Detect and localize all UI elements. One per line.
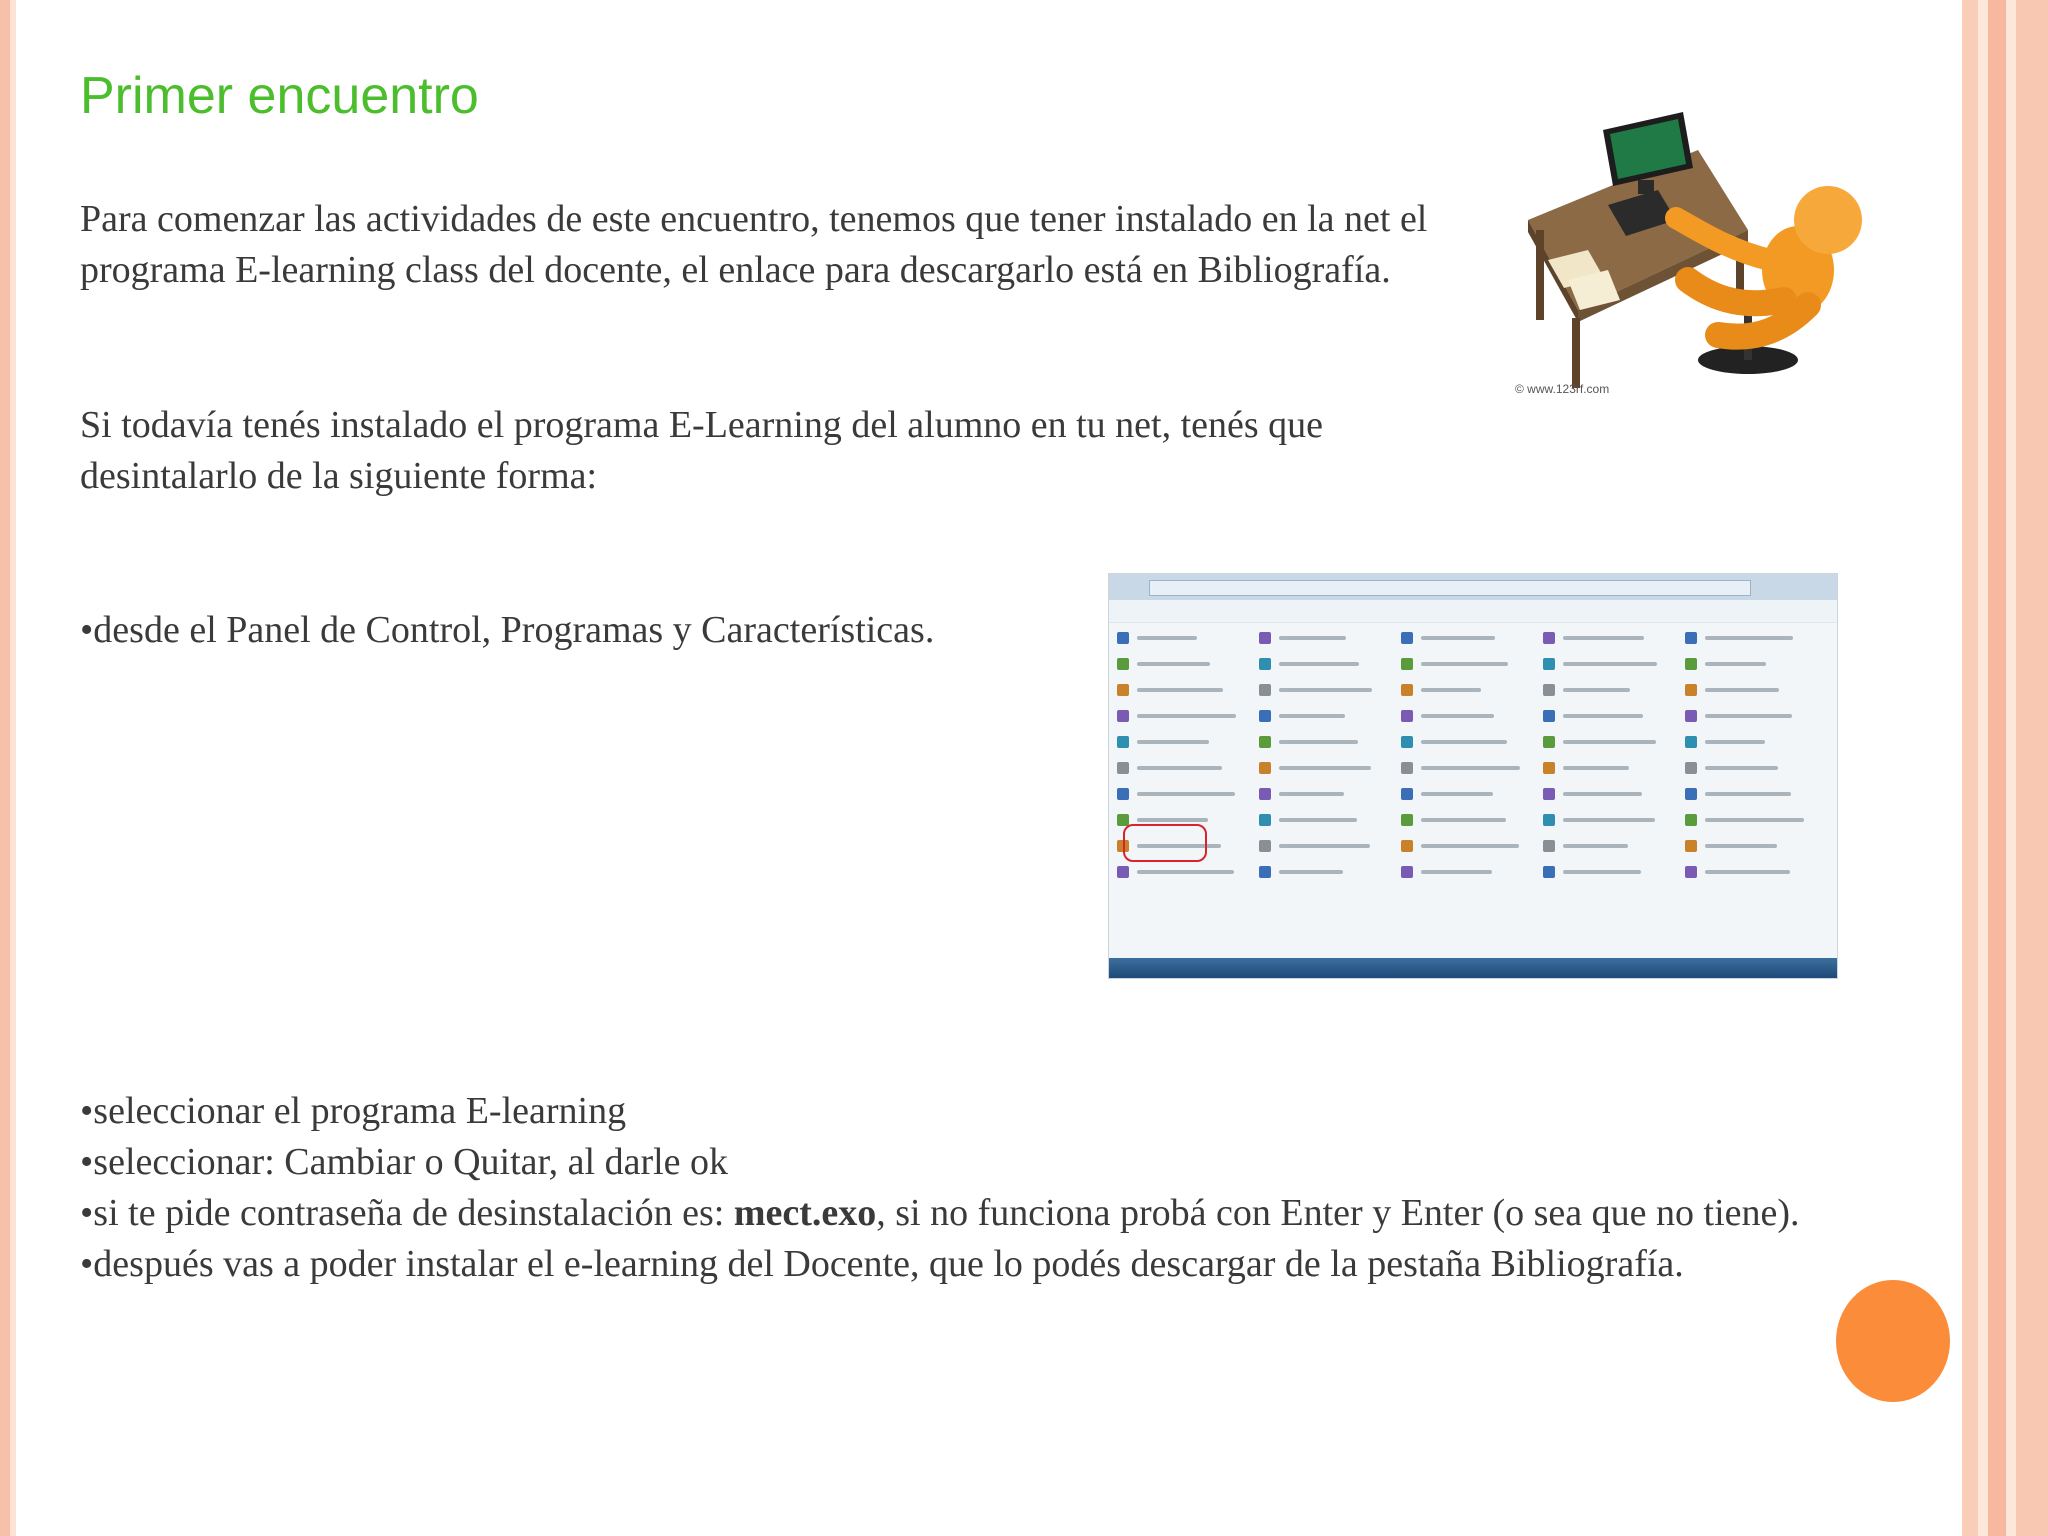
control-panel-item-label: [1279, 818, 1357, 822]
control-panel-item-icon: [1543, 658, 1555, 670]
control-panel-item-icon: [1685, 762, 1697, 774]
bullet-password: [80, 1188, 1880, 1239]
control-panel-item-icon: [1259, 866, 1271, 878]
control-panel-item-icon: [1543, 866, 1555, 878]
control-panel-item: [1543, 684, 1675, 698]
control-panel-item-label: [1137, 818, 1208, 822]
control-panel-item-label: [1279, 766, 1371, 770]
control-panel-item-icon: [1259, 762, 1271, 774]
password-prefix: •si te pide contraseña de desinstalación es:: [80, 1192, 734, 1234]
control-panel-item-icon: [1259, 814, 1271, 826]
control-panel-item-label: [1705, 740, 1765, 744]
control-panel-item-icon: [1685, 788, 1697, 800]
control-panel-item: [1543, 840, 1675, 854]
control-panel-item-icon: [1543, 710, 1555, 722]
control-panel-item-label: [1705, 818, 1804, 822]
control-panel-item-icon: [1543, 684, 1555, 696]
control-panel-item-label: [1421, 740, 1507, 744]
control-panel-item: [1401, 632, 1533, 646]
control-panel-item-label: [1421, 766, 1520, 770]
control-panel-item-icon: [1259, 788, 1271, 800]
control-panel-item-icon: [1117, 814, 1129, 826]
control-panel-item-icon: [1117, 658, 1129, 670]
control-panel-item-icon: [1259, 710, 1271, 722]
control-panel-item-label: [1421, 688, 1481, 692]
control-panel-item: [1117, 866, 1249, 880]
control-panel-item: [1117, 710, 1249, 724]
control-panel-item: [1401, 710, 1533, 724]
control-panel-item-icon: [1401, 736, 1413, 748]
control-panel-item-icon: [1259, 658, 1271, 670]
control-panel-item-icon: [1117, 788, 1129, 800]
control-panel-item-icon: [1543, 814, 1555, 826]
control-panel-item: [1259, 658, 1391, 672]
intro-paragraph: Para comenzar las actividades de este encuentro, tenemos que tener instalado en la net el programa E-learning class del docente, el enlace para descargarlo está en Bibliografía.: [80, 198, 1428, 291]
control-panel-item-icon: [1259, 840, 1271, 852]
bullet-control-panel: •desde el Panel de Control, Programas y Características.: [80, 609, 935, 651]
control-panel-item-label: [1421, 662, 1508, 666]
control-panel-item: [1117, 788, 1249, 802]
control-panel-items: [1117, 632, 1829, 932]
control-panel-item: [1401, 736, 1533, 750]
control-panel-item-icon: [1401, 762, 1413, 774]
control-panel-item-icon: [1543, 788, 1555, 800]
control-panel-item-label: [1279, 844, 1370, 848]
control-panel-screenshot: [1108, 573, 1838, 979]
password-suffix: , si no funciona probá con Enter y Enter (o sea que no tiene).: [876, 1192, 1800, 1234]
person-at-computer-illustration: [1508, 110, 1898, 400]
control-panel-item: [1259, 632, 1391, 646]
control-panel-item-label: [1279, 870, 1343, 874]
control-panel-item-label: [1563, 662, 1657, 666]
control-panel-item-label: [1705, 636, 1793, 640]
control-panel-item-label: [1279, 740, 1358, 744]
window-subbar: [1109, 600, 1837, 623]
control-panel-item: [1543, 736, 1675, 750]
control-panel-item-icon: [1685, 814, 1697, 826]
control-panel-item-icon: [1685, 632, 1697, 644]
control-panel-item: [1685, 736, 1817, 750]
control-panel-item: [1259, 762, 1391, 776]
control-panel-item: [1543, 866, 1675, 880]
control-panel-item-label: [1563, 636, 1644, 640]
control-panel-item-label: [1421, 818, 1506, 822]
control-panel-item-icon: [1259, 736, 1271, 748]
control-panel-item: [1685, 866, 1817, 880]
control-panel-item-label: [1563, 714, 1643, 718]
control-panel-item-label: [1279, 636, 1346, 640]
control-panel-item-label: [1705, 714, 1792, 718]
control-panel-item-icon: [1685, 658, 1697, 670]
control-panel-item-icon: [1685, 684, 1697, 696]
control-panel-item-label: [1279, 688, 1372, 692]
control-panel-item: [1685, 840, 1817, 854]
control-panel-item-icon: [1401, 632, 1413, 644]
control-panel-item-label: [1137, 662, 1210, 666]
decorative-orange-circle: [1836, 1280, 1950, 1402]
control-panel-item-label: [1421, 870, 1492, 874]
control-panel-item-icon: [1259, 632, 1271, 644]
control-panel-item-label: [1705, 766, 1778, 770]
control-panel-item-label: [1563, 688, 1630, 692]
control-panel-item: [1117, 762, 1249, 776]
control-panel-item: [1401, 866, 1533, 880]
uninstall-paragraph: Si todavía tenés instalado el programa E-Learning del alumno en tu net, tenés que desintalarlo de la siguiente forma:: [80, 404, 1324, 497]
control-panel-item-icon: [1543, 632, 1555, 644]
control-panel-item: [1259, 710, 1391, 724]
control-panel-item: [1259, 684, 1391, 698]
control-panel-item-icon: [1685, 840, 1697, 852]
control-panel-item-icon: [1543, 762, 1555, 774]
control-panel-item-label: [1705, 844, 1777, 848]
control-panel-item-label: [1137, 688, 1223, 692]
control-panel-item-icon: [1685, 736, 1697, 748]
control-panel-item-icon: [1401, 866, 1413, 878]
control-panel-item: [1259, 866, 1391, 880]
control-panel-item: [1685, 814, 1817, 828]
control-panel-item-label: [1421, 714, 1494, 718]
control-panel-item-label: [1563, 870, 1641, 874]
control-panel-item: [1401, 762, 1533, 776]
control-panel-item-icon: [1117, 866, 1129, 878]
bullet-install-teacher: •después vas a poder instalar el e-learning del Docente, que lo podés descargar de la pestaña Bibliografía.: [80, 1243, 1684, 1285]
control-panel-item-icon: [1543, 736, 1555, 748]
control-panel-item-icon: [1401, 814, 1413, 826]
control-panel-item-label: [1563, 792, 1642, 796]
slide-title: Primer encuentro: [80, 67, 479, 125]
control-panel-item: [1685, 632, 1817, 646]
control-panel-item: [1543, 710, 1675, 724]
control-panel-item-label: [1421, 844, 1519, 848]
control-panel-item-icon: [1117, 762, 1129, 774]
windows-taskbar: [1109, 958, 1837, 978]
password-value: mect.exo: [733, 1192, 877, 1234]
control-panel-item-label: [1563, 740, 1656, 744]
control-panel-item-label: [1137, 870, 1234, 874]
control-panel-item-label: [1421, 792, 1493, 796]
control-panel-item-icon: [1117, 736, 1129, 748]
control-panel-item-label: [1279, 792, 1344, 796]
control-panel-item-icon: [1117, 632, 1129, 644]
control-panel-item: [1543, 632, 1675, 646]
control-panel-item-label: [1279, 662, 1359, 666]
control-panel-item: [1685, 684, 1817, 698]
control-panel-item: [1117, 632, 1249, 646]
control-panel-item: [1117, 658, 1249, 672]
control-panel-item-icon: [1685, 866, 1697, 878]
control-panel-item: [1117, 736, 1249, 750]
control-panel-item-icon: [1259, 684, 1271, 696]
control-panel-item-icon: [1117, 710, 1129, 722]
control-panel-item-icon: [1401, 788, 1413, 800]
control-panel-item: [1117, 684, 1249, 698]
control-panel-item-label: [1705, 792, 1791, 796]
control-panel-item: [1401, 840, 1533, 854]
control-panel-item-label: [1705, 662, 1766, 666]
control-panel-item: [1259, 736, 1391, 750]
control-panel-item-label: [1705, 870, 1790, 874]
control-panel-item-icon: [1401, 840, 1413, 852]
control-panel-item: [1543, 658, 1675, 672]
control-panel-item: [1259, 814, 1391, 828]
control-panel-item-icon: [1685, 710, 1697, 722]
control-panel-item-label: [1137, 740, 1209, 744]
control-panel-item-icon: [1117, 684, 1129, 696]
control-panel-item: [1401, 814, 1533, 828]
bullet-change-remove: •seleccionar: Cambiar o Quitar, al darle ok: [80, 1141, 729, 1183]
control-panel-item-label: [1421, 636, 1495, 640]
control-panel-item-icon: [1401, 710, 1413, 722]
left-border-stripe: [0, 0, 10, 1536]
control-panel-item-icon: [1543, 840, 1555, 852]
control-panel-item-label: [1137, 792, 1235, 796]
right-border-stripe: [2006, 0, 2016, 1536]
control-panel-item-label: [1279, 714, 1345, 718]
control-panel-item: [1685, 788, 1817, 802]
control-panel-item-label: [1137, 636, 1197, 640]
control-panel-item: [1543, 814, 1675, 828]
clipart-credit: © www.123rf.com: [1515, 382, 1610, 396]
control-panel-item-icon: [1401, 658, 1413, 670]
control-panel-item: [1543, 788, 1675, 802]
bullet-select-program: •seleccionar el programa E-learning: [80, 1090, 627, 1132]
address-bar: [1149, 580, 1751, 596]
control-panel-item: [1685, 762, 1817, 776]
control-panel-item-icon: [1401, 684, 1413, 696]
programs-highlight-circle: [1123, 824, 1207, 862]
control-panel-item: [1259, 788, 1391, 802]
control-panel-item-label: [1137, 766, 1222, 770]
control-panel-item-label: [1563, 844, 1628, 848]
control-panel-item-label: [1705, 688, 1779, 692]
control-panel-item-label: [1563, 766, 1629, 770]
control-panel-item-label: [1563, 818, 1655, 822]
control-panel-item: [1401, 684, 1533, 698]
control-panel-item-label: [1137, 714, 1236, 718]
control-panel-item: [1259, 840, 1391, 854]
right-border-stripe: [2016, 0, 2048, 1536]
control-panel-item: [1685, 710, 1817, 724]
control-panel-item: [1685, 658, 1817, 672]
control-panel-item: [1543, 762, 1675, 776]
right-border-stripe: [1962, 0, 1978, 1536]
right-border-stripe: [1978, 0, 1988, 1536]
control-panel-item: [1401, 788, 1533, 802]
control-panel-item: [1401, 658, 1533, 672]
left-border-stripe-inner: [10, 0, 16, 1536]
right-border-stripe: [1988, 0, 2006, 1536]
bullet-list: [80, 1086, 1880, 1290]
